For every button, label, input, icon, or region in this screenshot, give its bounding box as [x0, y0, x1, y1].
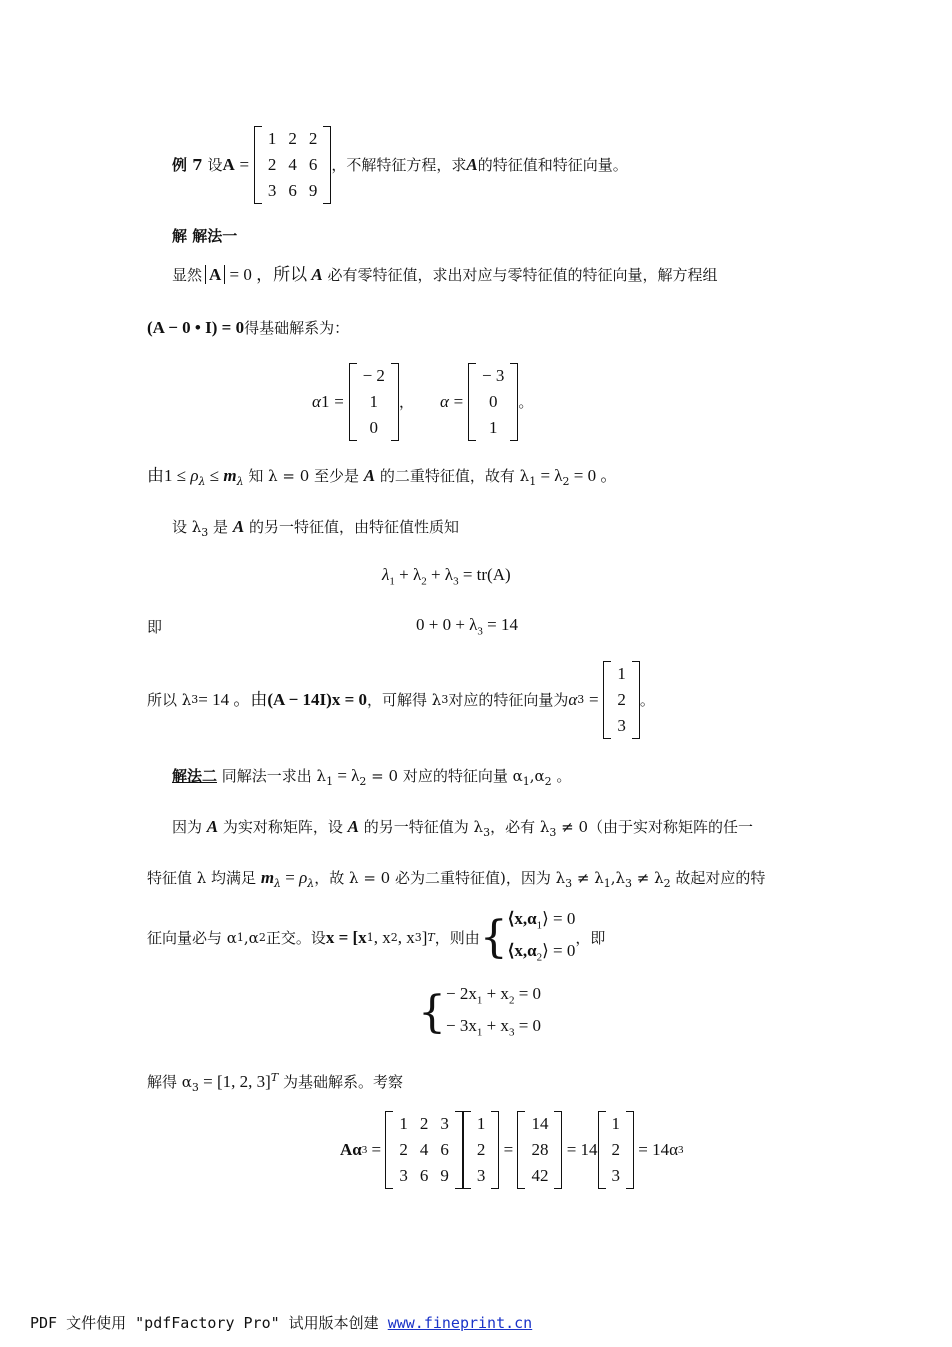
sum-equation: $0 + 0 + \lambda_3 = 14$ [416, 615, 519, 638]
pdf-footer [30, 1312, 532, 1333]
paragraph-6: 特征值 λ 均满足 $m_\lambda = \rho_\lambda$，故 λ = 0 必为二重特征值)，因为 $\lambda_3 \ne \lambda_1,\lambda_3 \ne \lambda_2$ 故起对应的特 [147, 868, 766, 890]
alpha-vectors: α 1 = − 2 1 0 ， α = − 3 0 1 。 [312, 362, 533, 442]
trace-equation: $\lambda_1 + \lambda_2 + \lambda_3 = tr(A)$ [382, 565, 511, 588]
paragraph-8: 解得 $\alpha_3 = [1$, 2, 3]$^T$ 为基础解系。考察 [147, 1071, 403, 1094]
matrix-A-symbol: A [222, 155, 235, 174]
final-equation: Aα 3 = 1 2 3 2 4 6 3 6 9 1 2 3 = 14 28 42 = 14 1 2 3 = 14α 3 [340, 1108, 684, 1192]
solution-heading: 解 解法一 [172, 227, 238, 245]
footer-text: PDF 文件使用 "pdfFactory Pro" 试用版本创建 [30, 1314, 388, 1332]
paragraph-1-cont: (A − 0 • I) = 0得基础解系为： [147, 318, 350, 337]
example-set: 设 [207, 156, 223, 174]
example-line: 例 7 设 A = 1 2 2 2 4 6 3 6 9 ，不解特征方程，求 A 的特征值和特征向量。 [172, 125, 628, 205]
paragraph-5: 因为 A 为实对称矩阵，设 A 的另一特征值为 $\lambda_3$，必有 $\lambda_3 \ne 0$（由于实对称矩阵的任一 [172, 817, 753, 839]
linear-system: { − $2x_1 + x_2 = 0$ − $3x_1 + x_3 = 0$ [418, 983, 542, 1039]
footer-link[interactable]: www.fineprint.cn [387, 1314, 533, 1332]
matrix-A: 1 2 2 2 4 6 3 6 9 [254, 126, 332, 204]
paragraph-7: 征向量必与 α 1 ,α 2 正交。设 x = [x 1 , x 2 , x 3 ] T ，则由 { $⟨x,\alpha_1⟩ = 0$ $⟨x,\alpha_2⟩ = 0$ ，即 [147, 908, 606, 964]
paragraph-2: 由$1 \le \rho_\lambda \le m_\lambda$ 知 λ = 0 至少是 A 的二重特征值，故有 $\lambda_1 = \lambda_2 = 0$ 。 [147, 466, 618, 488]
ji-label: 即 [147, 618, 163, 636]
method-2: 解法二 同解法一求出 $\lambda_1 = \lambda_2 = 0$ 对应的特征向量 $\alpha_1,\alpha_2$ 。 [172, 766, 572, 788]
paragraph-4: 所以 λ 3 = 14 。由 (A − 14I)x = 0 ，可解得 λ 3 对应的特征向量为 α 3 = 1 2 3 。 [147, 660, 655, 740]
paragraph-3: 设 $\lambda_3$ 是 A 的另一特征值，由特征值性质知 [172, 517, 459, 539]
example-label: 例 7 [172, 156, 203, 174]
paragraph-1: 显然 A = 0 ，所以 A 必有零特征值，求出对应与零特征值的特征向量，解方程组 [172, 265, 718, 284]
